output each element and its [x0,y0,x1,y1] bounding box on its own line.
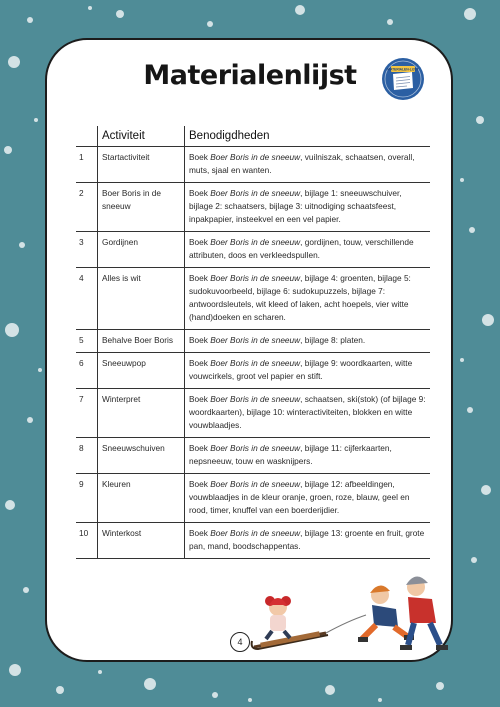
materials-prefix: Boek [189,273,211,283]
page-number: 4 [230,632,250,652]
materials-text: , bijlage 13: groente en fruit, grote pan, mand, boodschappentas. [189,528,425,551]
materials-text: , bijlage 1: sneeuwschuiver, bijlage 2: schaatsers, bijlage 3: uitnodiging schaatsfeest, inpakpapier, insteekvel en een vel papier. [189,188,402,224]
book-title: Boer Boris in de sneeuw [210,394,301,404]
svg-text:MATERIALEN-LIJST: MATERIALEN-LIJST [387,67,419,72]
book-title: Boer Boris in de sneeuw [210,273,301,283]
book-title: Boer Boris in de sneeuw [210,528,301,538]
book-title: Boer Boris in de sneeuw [210,479,301,489]
row-materials [185,147,431,183]
row-activity: Winterpret [98,389,185,438]
materials-text: , vuilniszak, schaatsen, overall, muts, sjaal en wanten. [189,152,415,175]
row-activity: Kleuren [98,474,185,523]
materials-text: , bijlage 9: woordkaarten, witte vouwcirkels, groot vel papier en stift. [189,358,413,381]
page-title: Materialenlijst [143,60,357,91]
row-number: 3 [76,232,98,268]
book-title: Boer Boris in de sneeuw [210,335,301,345]
row-activity: Sneeuwschuiven [98,438,185,474]
materials-prefix: Boek [189,188,211,198]
row-materials [185,389,431,438]
book-title: Boer Boris in de sneeuw [210,237,301,247]
row-materials [185,523,431,559]
row-activity: Boer Boris in de sneeuw [98,183,185,232]
child-red-hat [265,596,291,639]
row-number: 4 [76,268,98,330]
row-materials [185,330,431,353]
row-materials [185,232,431,268]
row-activity: Startactiviteit [98,147,185,183]
table-row [76,353,430,389]
row-materials [185,183,431,232]
materials-text: , bijlage 12: afbeeldingen, vouwblaadjes in de kleur oranje, groen, roze, blauw, geel en rood, timer, knuffel van een boerderijdier. [189,479,410,515]
materials-prefix: Boek [189,152,211,162]
row-number: 6 [76,353,98,389]
row-activity: Sneeuwpop [98,353,185,389]
row-materials [185,438,431,474]
materials-text: , gordijnen, touw, verschillende attributen, doos en verkleedspullen. [189,237,414,260]
materials-prefix: Boek [189,479,211,489]
materials-table [76,126,430,559]
table-row [76,268,430,330]
book-title: Boer Boris in de sneeuw [210,358,301,368]
row-materials [185,474,431,523]
materials-text: , schaatsen, ski(stok) (of bijlage 9: woordkaarten), bijlage 10: winteractiviteiten, blokken en witte vouwblaadjes. [189,394,426,430]
materials-text: , bijlage 11: cijferkaarten, nepsneeuw, touw en wasknijpers. [189,443,392,466]
book-title: Boer Boris in de sneeuw [210,152,301,162]
table-row [76,183,430,232]
sled [252,631,328,649]
row-number: 10 [76,523,98,559]
children-sledding-illustration [248,565,463,665]
materials-prefix: Boek [189,528,211,538]
row-number: 9 [76,474,98,523]
materials-prefix: Boek [189,358,211,368]
child-pulling [358,585,414,642]
row-activity: Behalve Boer Boris [98,330,185,353]
table-row [76,523,430,559]
header-number [76,126,98,147]
materials-prefix: Boek [189,394,211,404]
materials-text: , bijlage 4: groenten, bijlage 5: sudokuvoorbeeld, bijlage 6: sudokupuzzels, bijlage 7: antwoordsleutels, wit kleed of laken, acht hoepels, vier witte (hand)doeken en scharen. [189,273,411,322]
row-number: 1 [76,147,98,183]
header-materials: Benodigdheden [189,130,270,142]
table-row [76,330,430,353]
table-row [76,232,430,268]
header-activity: Activiteit [98,126,185,147]
table-row [76,438,430,474]
row-number: 5 [76,330,98,353]
row-materials [185,268,431,330]
book-title: Boer Boris in de sneeuw [210,188,301,198]
row-number: 7 [76,389,98,438]
table-row [76,147,430,183]
materials-prefix: Boek [189,443,211,453]
row-activity: Alles is wit [98,268,185,330]
materials-prefix: Boek [189,335,211,345]
book-title: Boer Boris in de sneeuw [210,443,301,453]
child-grey-hat [400,576,448,650]
table-header-row [76,126,430,147]
row-number: 2 [76,183,98,232]
table-row [76,474,430,523]
row-activity: Winterkost [98,523,185,559]
table-row [76,389,430,438]
materials-prefix: Boek [189,237,211,247]
materials-text: , bijlage 8: platen. [300,335,366,345]
row-activity: Gordijnen [98,232,185,268]
row-number: 8 [76,438,98,474]
checklist-badge-icon [381,57,425,101]
row-materials [185,353,431,389]
